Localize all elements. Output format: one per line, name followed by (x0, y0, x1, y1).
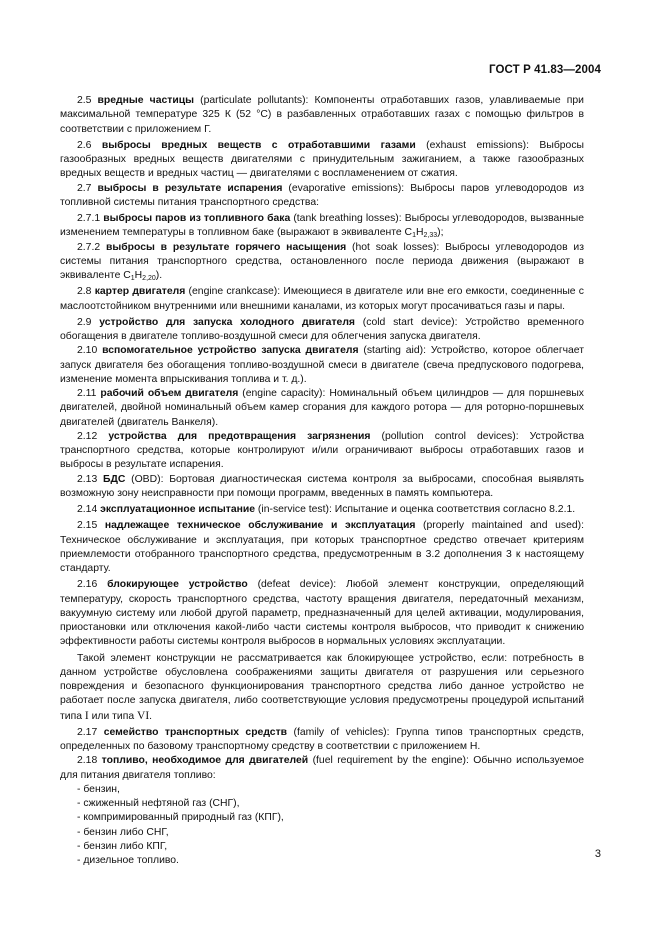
clause-term: выбросы вредных веществ с отработавшими газами (101, 139, 416, 151)
clause-number: 2.11 (77, 388, 97, 399)
clause-number: 2.7.2 (77, 241, 101, 253)
clause-term: БДС (103, 473, 126, 485)
clause-2-14 (60, 503, 584, 517)
clause-term: устройство для запуска холодного двигателя (99, 316, 355, 328)
clause-number: 2.17 (77, 726, 98, 738)
clause-number: 2.12 (77, 430, 98, 442)
clause-2-10 (60, 344, 584, 387)
clause-term: выбросы в результате горячего насыщения (105, 241, 347, 253)
clause-number: 2.7 (77, 182, 92, 194)
clause-number: 2.6 (77, 139, 92, 151)
formula-part: H (134, 270, 143, 281)
clause-2-7-2 (60, 241, 584, 284)
clause-term: картер двигателя (94, 286, 186, 298)
clause-term: вспомогательное устройство запуска двигателя (102, 345, 359, 357)
clause-2-16-note (60, 652, 584, 724)
clause-text: (family of vehicles): Группа типов транспортных средств, определенных по базовому транспортному средству в соответствии с приложением Н. (60, 726, 585, 752)
clause-2-13 (60, 473, 584, 502)
clause-text: (starting aid): Устройство, которое облегчает запуск двигателя без обогащения топливо-воздушной смеси в двигателе (свеча предпускового подогрева, изменение момента впрыскивания топлива и т. д.). (60, 345, 584, 385)
clause-number: 2.8 (77, 286, 92, 298)
clause-2-15 (60, 519, 584, 576)
clause-term: топливо, необходимое для двигателей (101, 755, 309, 767)
clause-2-16 (60, 578, 584, 649)
clause-2-5 (60, 94, 584, 137)
formula-part: H (415, 227, 424, 239)
clause-term: выбросы паров из топливного бака (103, 213, 291, 224)
clause-text: (properly maintained and used): Техническое обслуживание и эксплуатация, при которых транспортное средство отвечает критериям приемлемости отобранного транспортного средства, предусмотренным в 3.2 дополнения 3 к настоящему стандарту. (60, 520, 585, 574)
clause-text: (tank breathing losses): Выбросы углеводородов, вызванные изменением температуры в топливном баке (выражают в эквиваленте C (60, 213, 585, 239)
clause-2-6 (60, 139, 584, 182)
clause-2-18 (60, 754, 584, 783)
subscript: 1 (130, 275, 135, 282)
clause-term: выбросы в результате испарения (97, 182, 283, 194)
clause-number: 2.13 (77, 473, 98, 485)
clause-number: 2.9 (77, 316, 92, 328)
subscript: 1 (412, 232, 416, 240)
clause-term: семейство транспортных средств (103, 726, 288, 738)
list-item: - бензин, (77, 783, 120, 795)
clause-term: надлежащее техническое обслуживание и эксплуатация (104, 520, 416, 532)
subscript: 2,20 (142, 275, 156, 282)
clause-2-8 (60, 285, 584, 314)
clause-text-end: ); (437, 227, 444, 239)
clause-number: 2.15 (77, 520, 98, 532)
clause-number: 2.10 (77, 345, 98, 357)
clause-number: 2.18 (77, 755, 98, 767)
clause-text: (hot soak losses): Выбросы углеводородов из системы питания транспортного средства, остановленного после периода движения (выражают в эквиваленте C (60, 241, 584, 281)
clause-term: вредные частицы (97, 95, 195, 106)
clause-2-11 (60, 387, 584, 430)
clause-number: 2.14 (77, 504, 98, 515)
clause-text: (engine capacity): Номинальный объем цилиндров — для поршневых двигателей, двойной номинальный объем камер сгорания для каждого ротора — для роторно-поршневых двигателей (двигатель Ванкеля). (60, 388, 585, 428)
subscript: 2,33 (423, 232, 438, 240)
clause-term: рабочий объем двигателя (100, 388, 239, 399)
list-item: - компримированный природный газ (КПГ), (77, 812, 284, 824)
clause-term: блокирующее устройство (107, 579, 248, 591)
clause-text: (OBD): Бортовая диагностическая система контроля за выбросами, способная выявлять возможную зону неисправности при помощи программ, введенных в память компьютера. (60, 473, 585, 499)
clause-2-17 (60, 726, 584, 755)
clause-2-12 (60, 430, 584, 473)
clause-2-7 (60, 182, 584, 211)
clause-text: Такой элемент конструкции не рассматривается как блокирующее устройство, если: потребность в данном устройстве обусловлена соображениями защиты двигателя от разрушения или серьезного повреждения и безопасного функционирования транспортного средства либо данное устройство не работает после запуска двигателя, либо соответствующие условия предусмотрены процедурой испытаний типа (60, 652, 584, 722)
clause-2-7-1 (60, 212, 584, 241)
clause-text: (engine crankcase): Имеющиеся в двигателе или вне его емкости, соединенные с маслоотстойником внутренними или внешними каналами, из которых могут просачиваться газы и пары. (60, 286, 584, 312)
clause-text: (cold start device): Устройство временного обогащения в двигателе топливо-воздушной смеси для облегчения запуска двигателя. (60, 316, 584, 342)
clause-2-9 (60, 316, 584, 345)
page-number: 3 (594, 848, 601, 860)
clause-text: (in-service test): Испытание и оценка соответствия согласно 8.2.1. (255, 504, 576, 515)
list-item: - бензин либо КПГ, (77, 840, 168, 852)
clause-text: (defeat device): Любой элемент конструкции, определяющий температуру, скорость транспортного средства, частоту вращения двигателя, передаточный механизм, вакуумную систему или любой другой параметр, предназначенный для целей активации, модулирования, приостановки или отключения какой-либо части системы контроля выбросов, что приводит к снижению эффективности работы системы контроля выбросов в нормальных условиях эксплуатации. (60, 579, 585, 648)
clause-text: (particulate pollutants): Компоненты отработавших газов, улавливаемые при максимальной температуре 325 К (52 °С) в разбавленных отработавших газах с помощью фильтров в соответствии с приложением Г. (60, 95, 584, 135)
clause-term: устройства для предотвращения загрязнения (108, 430, 371, 442)
fuel-list (60, 783, 584, 869)
clause-text: (pollution control devices): Устройства транспортного средства, которые контролируют и/или ограничивают выбросы отработавших газов и выбросы в результате испарения. (60, 430, 584, 471)
clause-text: (exhaust emissions): Выбросы газообразных вредных веществ двигателями с принудительным зажиганием, а также газообразных вредных веществ и вредных частиц — двигателями с воспламенением от сжатия. (60, 139, 584, 180)
clause-number: 2.16 (77, 579, 98, 591)
document-header: ГОСТ Р 41.83—2004 (489, 64, 601, 76)
list-item: - дизельное топливо. (77, 855, 179, 866)
clause-number: 2.7.1 (77, 213, 101, 224)
clause-text: или типа (88, 710, 138, 722)
clause-text: (evaporative emissions): Выбросы паров углеводородов из топливной системы питания транспортного средства: (60, 182, 584, 208)
clause-text: (fuel requirement by the engine): Обычно используемое для питания двигателя топливо: (60, 755, 584, 781)
clause-number: 2.5 (77, 95, 92, 106)
list-item: - бензин либо СНГ, (77, 826, 169, 838)
test-type-6: VI (137, 709, 150, 722)
clause-term: эксплуатационное испытание (100, 504, 256, 515)
document-body (60, 94, 584, 868)
clause-text-end: . (149, 710, 153, 722)
clause-text-end: ). (155, 270, 163, 281)
list-item: - сжиженный нефтяной газ (СНГ), (77, 798, 240, 809)
test-type-1: I (84, 709, 89, 722)
